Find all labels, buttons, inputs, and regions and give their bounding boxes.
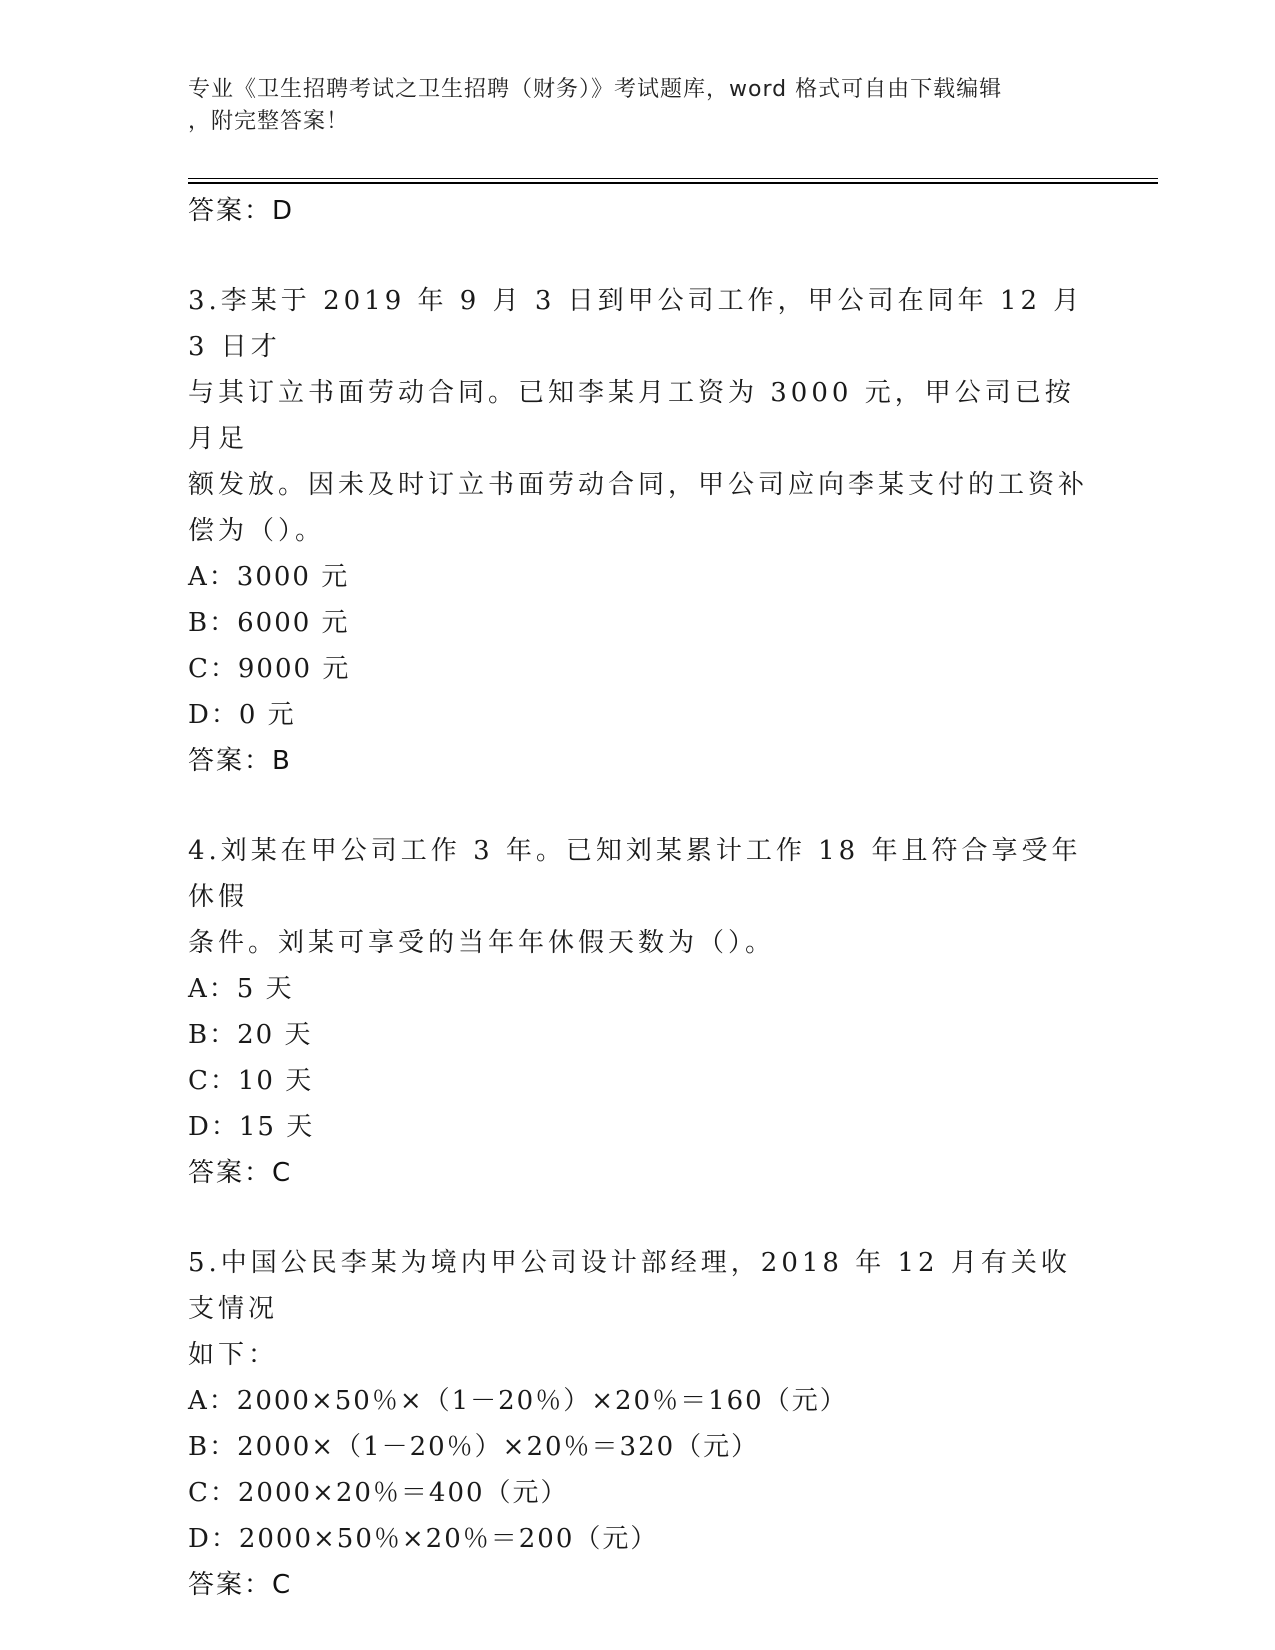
question-text-line: 偿为（）。 [188, 516, 326, 546]
question-text-line: 条件。刘某可享受的当年年休假天数为（）。 [188, 928, 776, 958]
option-c: C：9000 元 [188, 654, 351, 684]
answer-line: 答案：C [188, 1570, 293, 1600]
option-a: A：5 天 [188, 974, 294, 1004]
option-d: D：0 元 [188, 700, 296, 730]
header-divider-thick [188, 182, 1158, 184]
question-text [188, 1240, 1088, 1378]
question-text-line: 4.刘某在甲公司工作 3 年。已知刘某累计工作 18 年且符合享受年休假 [188, 836, 1082, 912]
question-4 [188, 828, 1088, 1196]
question-5 [188, 1240, 1088, 1608]
document-header [188, 74, 1088, 138]
option-a: A：3000 元 [188, 562, 350, 592]
question-text-line: 3.李某于 2019 年 9 月 3 日到甲公司工作，甲公司在同年 12 月 3 日才 [188, 286, 1084, 362]
question-3 [188, 278, 1088, 784]
question-text [188, 828, 1088, 966]
option-d: D：15 天 [188, 1112, 315, 1142]
answer-line: 答案：B [188, 746, 292, 776]
header-line-1: 专业《卫生招聘考试之卫生招聘（财务）》考试题库，word 格式可自由下载编辑 [188, 77, 1003, 102]
header-divider-thin [188, 178, 1158, 179]
option-b: B：6000 元 [188, 608, 350, 638]
option-b: B：20 天 [188, 1020, 313, 1050]
answer-line: 答案：D [188, 196, 295, 226]
option-c: C：10 天 [188, 1066, 314, 1096]
question-text-line: 与其订立书面劳动合同。已知李某月工资为 3000 元，甲公司已按月足 [188, 378, 1075, 454]
question-text [188, 278, 1088, 554]
option-a: A：2000×50％×（1－20％）×20％＝160（元） [188, 1386, 848, 1416]
question-text-line: 如下： [188, 1340, 279, 1370]
document-body [188, 188, 1088, 1608]
option-d: D：2000×50％×20％＝200（元） [188, 1524, 659, 1554]
option-c: C：2000×20％＝400（元） [188, 1478, 569, 1508]
question-text-line: 5.中国公民李某为境内甲公司设计部经理，2018 年 12 月有关收支情况 [188, 1248, 1071, 1324]
header-line-2: ，附完整答案！ [188, 109, 350, 134]
answer-line: 答案：C [188, 1158, 293, 1188]
option-b: B：2000×（1－20％）×20％＝320（元） [188, 1432, 760, 1462]
question-text-line: 额发放。因未及时订立书面劳动合同，甲公司应向李某支付的工资补 [188, 470, 1089, 500]
